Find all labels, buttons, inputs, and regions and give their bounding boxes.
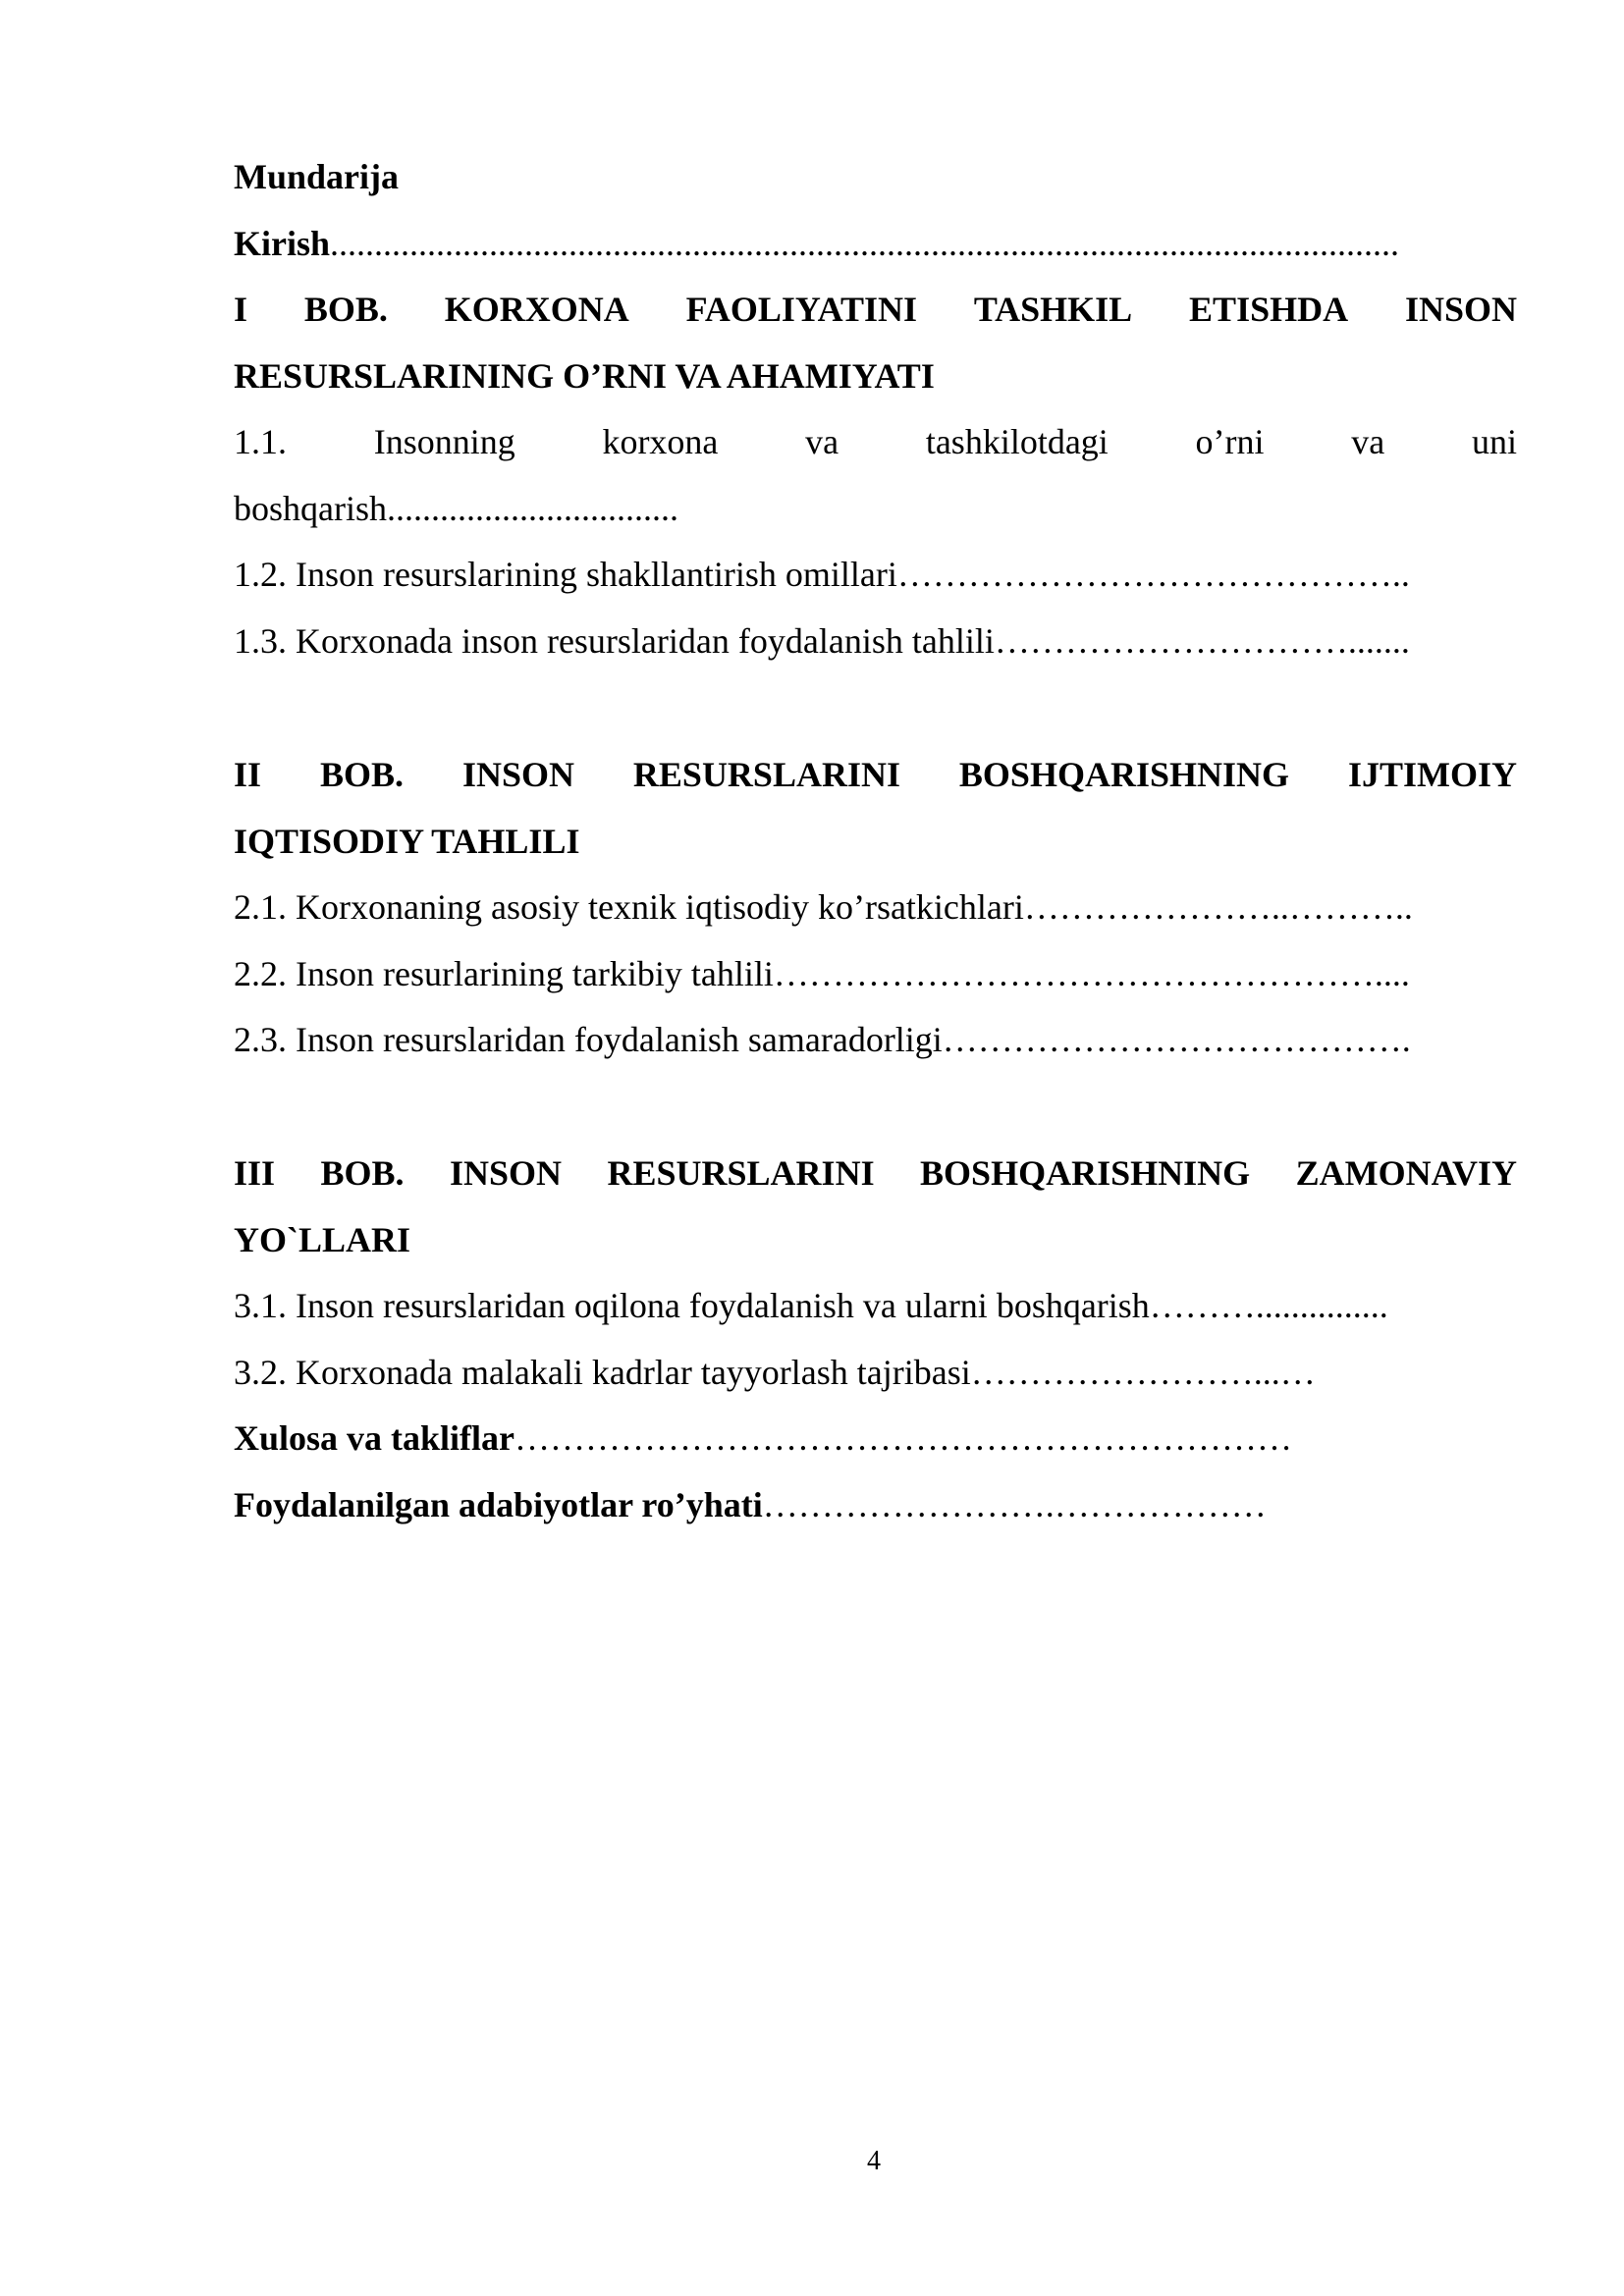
heading-word: BOB.	[320, 1153, 405, 1193]
chapter-1-heading-line-2: RESURSLARINING O’RNI VA AHAMIYATI	[234, 356, 935, 396]
entry-word: korxona	[602, 422, 719, 461]
chapter-1-heading-line-1	[234, 288, 1517, 331]
heading-word: KORXONA	[444, 290, 629, 329]
toc-entry-label: Xulosa va takliflar	[234, 1418, 515, 1458]
toc-entry-1-1-line-2: boshqarish.................................	[234, 489, 678, 528]
toc-entry-1-2: 1.2. Inson resurslarining shakllantirish omillari……………………………………..	[234, 555, 1410, 594]
heading-word: II	[234, 755, 262, 794]
entry-word: 1.1.	[234, 422, 287, 461]
entry-word: uni	[1471, 422, 1517, 461]
entry-word: va	[805, 422, 839, 461]
toc-entry-3-1: 3.1. Inson resurslaridan oqilona foydalanish va ularni boshqarish………...............	[234, 1286, 1388, 1325]
heading-word: BOSHQARISHNING	[920, 1153, 1251, 1193]
heading-word: BOB.	[303, 290, 388, 329]
page-number: 4	[867, 2146, 881, 2176]
toc-entry-references	[234, 1483, 1267, 1526]
entry-word: Insonning	[373, 422, 515, 461]
toc-entry-1-3: 1.3. Korxonada inson resurslaridan foydalanish tahlili………………………….......	[234, 621, 1410, 661]
toc-entry-2-2: 2.2. Inson resurlarining tarkibiy tahlili……………………………………………....	[234, 954, 1410, 993]
chapter-3-heading-line-1	[234, 1151, 1517, 1195]
toc-leader: …………………………………………………………	[514, 1418, 1293, 1458]
toc-leader: .........................................................................................................................	[330, 224, 1400, 263]
toc-entry-2-1: 2.1. Korxonaning asosiy texnik iqtisodiy ko’rsatkichlari…………………..………..	[234, 887, 1413, 927]
heading-word: IJTIMOIY	[1347, 755, 1517, 794]
toc-entry-label: Foydalanilgan adabiyotlar ro’yhati	[234, 1485, 763, 1524]
entry-word: va	[1351, 422, 1385, 461]
toc-entry-intro	[234, 222, 1399, 265]
chapter-3-heading-line-2: YO`LLARI	[234, 1220, 411, 1259]
heading-word: INSON	[1404, 290, 1517, 329]
toc-title: Mundarija	[234, 157, 400, 196]
toc-entry-1-1-line-1	[234, 420, 1517, 463]
heading-word: I	[234, 290, 248, 329]
toc-leader: …………………….………………	[762, 1485, 1267, 1524]
heading-word: BOSHQARISHNING	[958, 755, 1289, 794]
heading-word: TASHKIL	[973, 290, 1133, 329]
entry-word: tashkilotdagi	[925, 422, 1109, 461]
heading-word: RESURSLARINI	[607, 1153, 875, 1193]
heading-word: ZAMONAVIY	[1295, 1153, 1517, 1193]
heading-word: INSON	[461, 755, 574, 794]
toc-entry-conclusion	[234, 1416, 1292, 1460]
chapter-2-heading-line-1	[234, 753, 1517, 796]
toc-entry-3-2: 3.2. Korxonada malakali kadrlar tayyorlash tajribasi……………………...…	[234, 1353, 1316, 1392]
heading-word: INSON	[450, 1153, 563, 1193]
heading-word: FAOLIYATINI	[685, 290, 917, 329]
heading-word: III	[234, 1153, 276, 1193]
heading-word: ETISHDA	[1189, 290, 1349, 329]
toc-entry-2-3: 2.3. Inson resurslaridan foydalanish samaradorligi………………………………….	[234, 1020, 1411, 1059]
entry-word: o’rni	[1195, 422, 1265, 461]
toc-entry-label: Kirish	[234, 224, 331, 263]
heading-word: RESURSLARINI	[632, 755, 900, 794]
heading-word: BOB.	[319, 755, 404, 794]
chapter-2-heading-line-2: IQTISODIY TAHLILI	[234, 822, 580, 861]
